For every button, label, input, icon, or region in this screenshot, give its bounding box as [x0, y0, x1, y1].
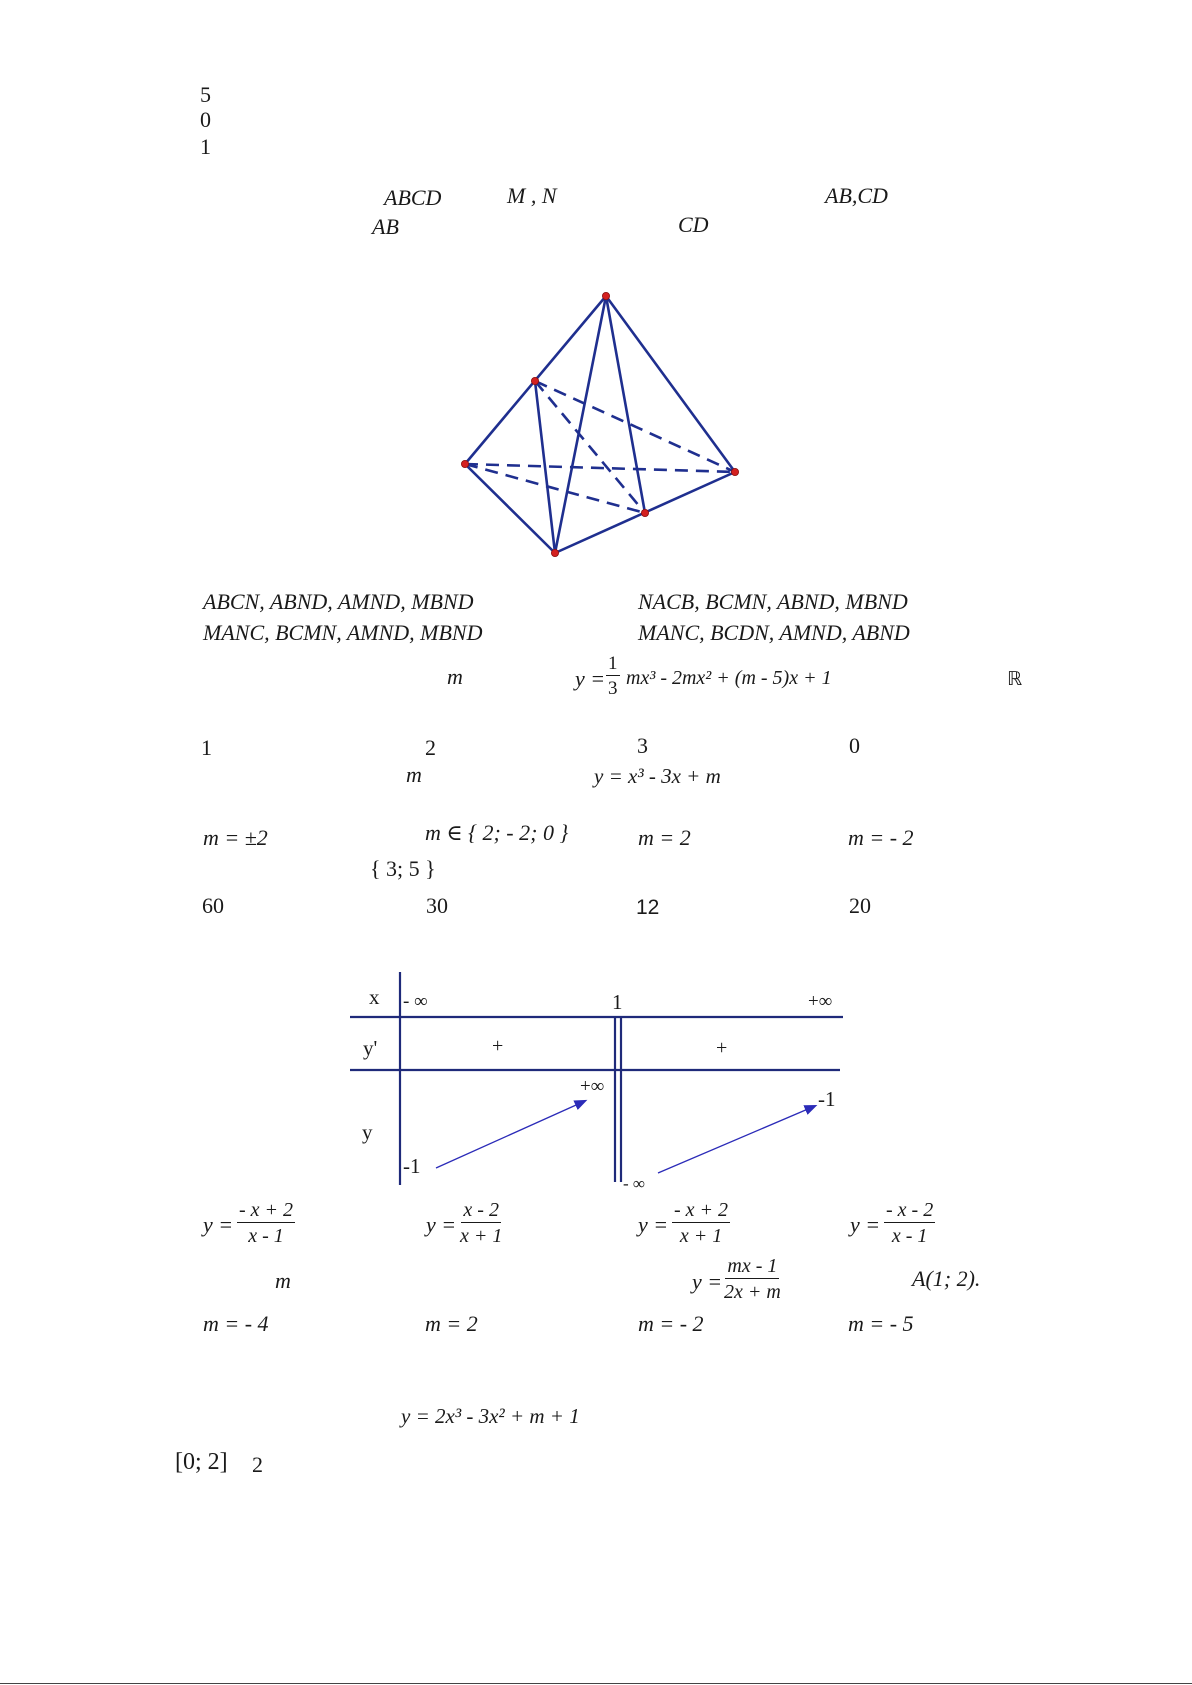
table-y-left-start: -1 — [403, 1154, 421, 1178]
table-x-label: x — [369, 985, 380, 1009]
q5-option-d-fraction — [884, 1200, 935, 1246]
q5-option-b-den: x + 1 — [460, 1225, 503, 1247]
q3-option-d: m = - 2 — [848, 825, 914, 850]
q5-option-c-fraction — [672, 1200, 730, 1246]
q5-option-a-fraction — [237, 1200, 295, 1246]
table-yprime-label: y' — [363, 1036, 378, 1060]
q6-option-c: m = - 2 — [638, 1311, 704, 1336]
q3-param: m — [406, 762, 422, 787]
q5-option-d-lhs: y = — [850, 1212, 881, 1237]
q5-option-c-den: x + 1 — [679, 1225, 723, 1247]
q5-option-b-num: x - 2 — [463, 1199, 499, 1221]
q2-option-b: 2 — [425, 735, 436, 760]
q5-option-c-num: - x + 2 — [674, 1199, 729, 1221]
table-y-label: y — [362, 1120, 373, 1144]
side-number-3: 1 — [200, 134, 211, 159]
q6-param: m — [275, 1268, 291, 1293]
q7-value: 2 — [252, 1452, 263, 1477]
q6-point: A(1; 2). — [912, 1266, 981, 1291]
q6-fraction — [724, 1256, 781, 1302]
q5-option-d-num: - x - 2 — [886, 1199, 934, 1221]
table-y-right-start: - ∞ — [623, 1174, 646, 1193]
q4-option-c: 12 — [636, 896, 660, 919]
table-x-plus-inf: +∞ — [808, 991, 833, 1012]
table-y-right-end: -1 — [818, 1087, 836, 1111]
q4-option-b: 30 — [426, 893, 448, 918]
table-x-minus-inf: - ∞ — [403, 991, 428, 1012]
q2-func-prefix: y = — [575, 666, 606, 691]
q1-edge-ab: AB — [372, 214, 399, 239]
q5-option-a-den: x - 1 — [248, 1225, 284, 1247]
q2-option-c: 3 — [637, 733, 648, 758]
q5-option-a-num: - x + 2 — [239, 1199, 294, 1221]
q1-option-c: MANC, BCMN, AMND, MBND — [203, 620, 483, 645]
q6-num: mx - 1 — [727, 1255, 778, 1277]
q5-option-d-den: x - 1 — [891, 1225, 928, 1247]
q5-option-b-fraction — [460, 1200, 502, 1246]
q1-option-a: ABCN, ABND, AMND, MBND — [203, 589, 474, 614]
q6-option-a: m = - 4 — [203, 1311, 269, 1336]
q2-frac-num: 1 — [608, 653, 618, 674]
q2-frac-den: 3 — [608, 678, 618, 699]
table-x-one: 1 — [612, 990, 623, 1014]
q6-option-b: m = 2 — [425, 1311, 478, 1336]
q3-option-b: m ∈ { 2; - 2; 0 } — [425, 820, 569, 845]
page-bottom-rule — [0, 1683, 1192, 1684]
q2-option-d: 0 — [849, 733, 860, 758]
q4-set: { 3; 5 } — [370, 856, 436, 881]
q3-func: y = x³ - 3x + m — [594, 764, 721, 788]
q1-edges: AB,CD — [825, 183, 888, 208]
q5-option-b-lhs: y = — [426, 1212, 457, 1237]
q3-option-a: m = ±2 — [203, 825, 268, 850]
q4-option-a: 60 — [202, 893, 224, 918]
side-number-2: 0 — [200, 107, 211, 132]
q2-func-rest: mx³ - 2mx² + (m - 5)x + 1 — [626, 667, 832, 689]
q1-option-d: MANC, BCDN, AMND, ABND — [638, 620, 910, 645]
q2-domain: ℝ — [1007, 668, 1023, 690]
q3-option-c: m = 2 — [638, 825, 691, 850]
tetrahedron-figure — [440, 280, 760, 570]
q1-edge-cd: CD — [678, 212, 709, 237]
q1-points: M , N — [507, 183, 557, 208]
q7-interval: [0; 2] — [175, 1449, 228, 1475]
q6-den: 2x + m — [724, 1281, 781, 1303]
q5-option-c-lhs: y = — [638, 1212, 669, 1237]
side-number-1: 5 — [200, 82, 211, 107]
table-sign-left: + — [492, 1035, 504, 1057]
table-y-left-end: +∞ — [580, 1076, 605, 1097]
q7-func: y = 2x³ - 3x² + m + 1 — [401, 1404, 580, 1428]
q6-option-d: m = - 5 — [848, 1311, 914, 1336]
q2-option-a: 1 — [201, 735, 212, 760]
q2-param: m — [447, 664, 463, 689]
q2-fraction — [606, 654, 620, 698]
q1-shape: ABCD — [384, 185, 442, 210]
table-sign-right: + — [716, 1037, 728, 1059]
q6-lhs: y = — [692, 1269, 723, 1294]
q5-option-a-lhs: y = — [203, 1212, 234, 1237]
q4-option-d: 20 — [849, 893, 871, 918]
q1-option-b: NACB, BCMN, ABND, MBND — [638, 589, 908, 614]
